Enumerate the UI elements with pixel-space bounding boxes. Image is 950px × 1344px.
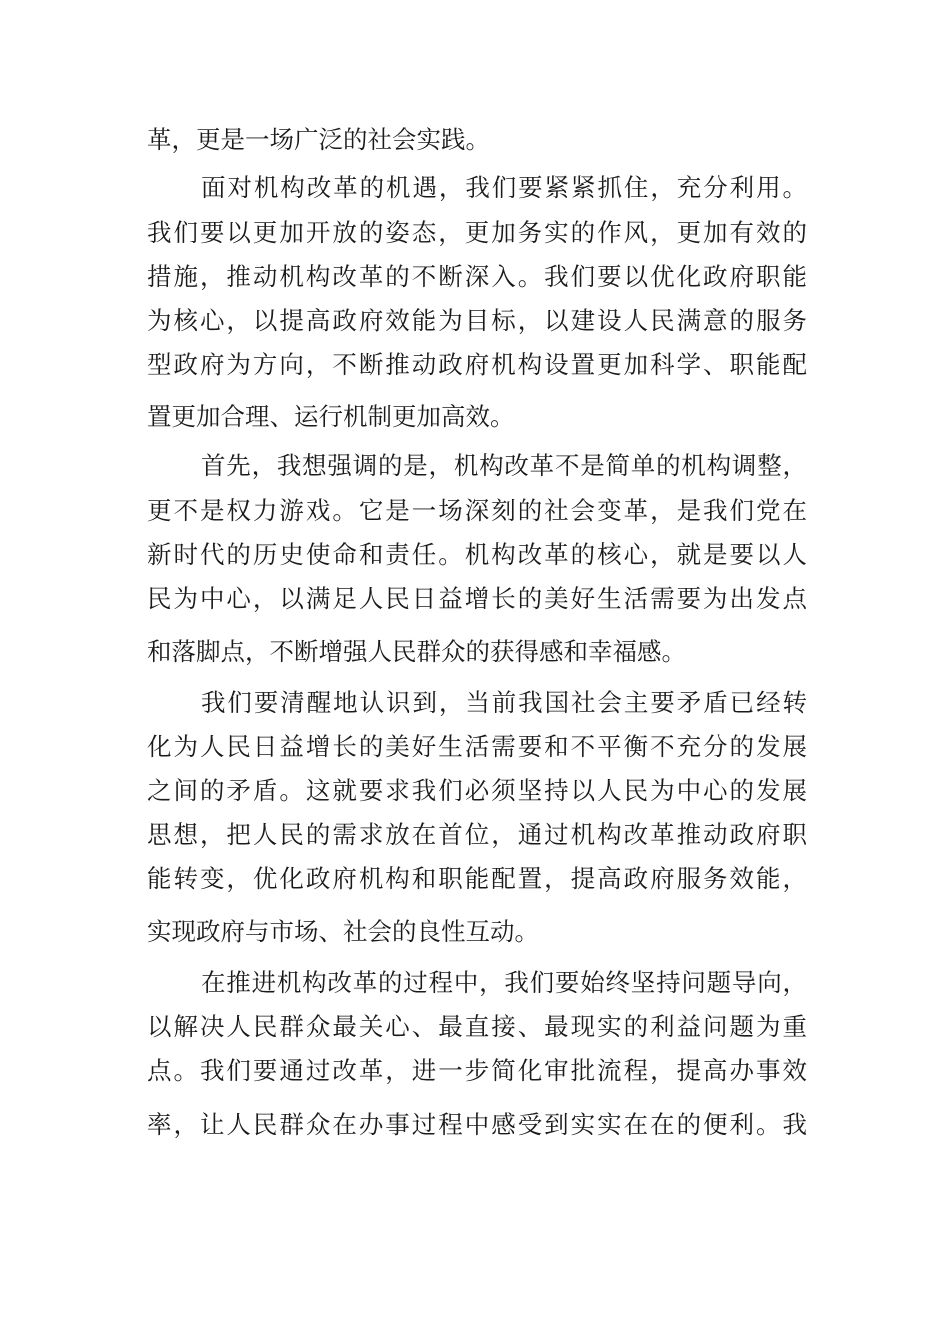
text-line: 以解决人民群众最关心、最直接、最现实的利益问题为重 — [147, 1012, 807, 1041]
text-line: 思想，把人民的需求放在首位，通过机构改革推动政府职 — [147, 820, 807, 849]
text-line: 措施，推动机构改革的不断深入。我们要以优化政府职能 — [147, 262, 807, 291]
paragraph-first-line: 面对机构改革的机遇，我们要紧紧抓住，充分利用。 — [201, 173, 807, 202]
text-line: 新时代的历史使命和责任。机构改革的核心，就是要以人 — [147, 540, 807, 569]
paragraph-first-line: 首先，我想强调的是，机构改革不是简单的机构调整， — [201, 451, 807, 480]
text-line: 置更加合理、运行机制更加高效。 — [147, 402, 515, 431]
text-line: 民为中心，以满足人民日益增长的美好生活需要为出发点 — [147, 584, 807, 613]
paragraph-first-line: 在推进机构改革的过程中，我们要始终坚持问题导向， — [201, 968, 807, 997]
text-line: 能转变，优化政府机构和职能配置，提高政府服务效能， — [147, 864, 807, 893]
text-line: 点。我们要通过改革，进一步简化审批流程，提高办事效 — [147, 1056, 807, 1085]
text-line: 实现政府与市场、社会的良性互动。 — [147, 917, 539, 946]
text-line: 我们要以更加开放的姿态，更加务实的作风，更加有效的 — [147, 218, 807, 247]
text-line: 更不是权力游戏。它是一场深刻的社会变革，是我们党在 — [147, 496, 807, 525]
text-line: 和落脚点，不断增强人民群众的获得感和幸福感。 — [147, 637, 686, 666]
text-line: 化为人民日益增长的美好生活需要和不平衡不充分的发展 — [147, 732, 807, 761]
paragraph-first-line: 我们要清醒地认识到，当前我国社会主要矛盾已经转 — [201, 688, 807, 717]
text-line: 为核心，以提高政府效能为目标，以建设人民满意的服务 — [147, 306, 807, 335]
text-line: 型政府为方向，不断推动政府机构设置更加科学、职能配 — [147, 350, 807, 379]
text-line: 之间的矛盾。这就要求我们必须坚持以人民为中心的发展 — [147, 776, 807, 805]
text-line: 率，让人民群众在办事过程中感受到实实在在的便利。我 — [147, 1110, 807, 1139]
text-line: 革，更是一场广泛的社会实践。 — [147, 125, 490, 154]
